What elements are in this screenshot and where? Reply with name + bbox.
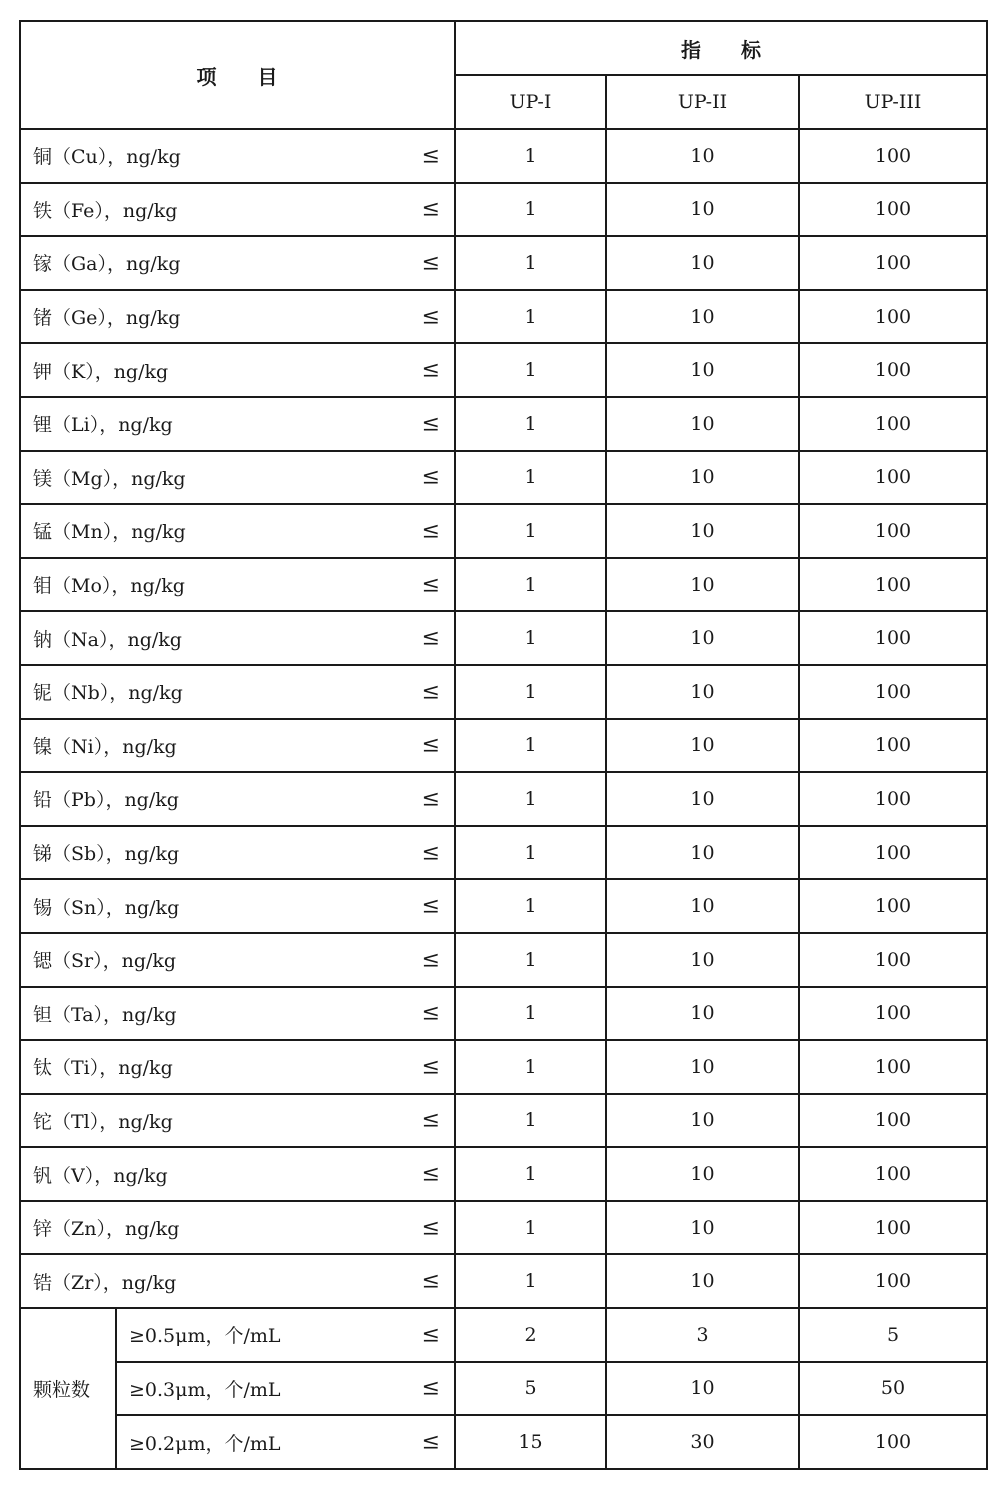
particle-item-label: ≥0.5μm，个/mL bbox=[129, 1325, 281, 1348]
table-row bbox=[20, 987, 987, 1041]
le-symbol: ≤ bbox=[421, 1215, 440, 1241]
value-cell: 100 bbox=[799, 1415, 987, 1469]
item-cell bbox=[20, 290, 455, 344]
value-cell: 10 bbox=[606, 1362, 799, 1416]
table-row bbox=[20, 504, 987, 558]
item-cell bbox=[20, 826, 455, 880]
particle-item-cell bbox=[116, 1362, 455, 1416]
le-symbol: ≤ bbox=[421, 411, 440, 437]
table-row bbox=[20, 1308, 987, 1362]
table-row bbox=[20, 183, 987, 237]
value-cell: 10 bbox=[606, 1147, 799, 1201]
value-cell: 100 bbox=[799, 987, 987, 1041]
table-row bbox=[20, 397, 987, 451]
item-label: 锆（Zr），ng/kg bbox=[33, 1271, 177, 1294]
value-cell: 100 bbox=[799, 611, 987, 665]
le-symbol: ≤ bbox=[421, 196, 440, 222]
item-label: 锶（Sr），ng/kg bbox=[33, 950, 177, 973]
le-symbol: ≤ bbox=[421, 357, 440, 383]
item-cell bbox=[20, 665, 455, 719]
table-row bbox=[20, 826, 987, 880]
value-cell: 1 bbox=[455, 183, 606, 237]
item-cell bbox=[20, 879, 455, 933]
header-row-1 bbox=[20, 21, 987, 75]
item-label: 钛（Ti），ng/kg bbox=[33, 1057, 173, 1080]
item-cell bbox=[20, 343, 455, 397]
item-cell bbox=[20, 1254, 455, 1308]
value-cell: 1 bbox=[455, 558, 606, 612]
item-cell bbox=[20, 451, 455, 505]
table-row bbox=[20, 611, 987, 665]
value-cell: 10 bbox=[606, 558, 799, 612]
table-row bbox=[20, 772, 987, 826]
item-cell bbox=[20, 611, 455, 665]
le-symbol: ≤ bbox=[421, 732, 440, 758]
value-cell: 1 bbox=[455, 451, 606, 505]
item-label: 镍（Ni），ng/kg bbox=[33, 735, 177, 758]
particle-item-cell bbox=[116, 1308, 455, 1362]
value-cell: 1 bbox=[455, 826, 606, 880]
item-cell bbox=[20, 1040, 455, 1094]
index-header bbox=[455, 21, 987, 75]
le-symbol: ≤ bbox=[421, 1429, 440, 1455]
index-header-a: 指 bbox=[681, 37, 701, 62]
value-cell: 100 bbox=[799, 879, 987, 933]
table-row bbox=[20, 558, 987, 612]
item-label: 锡（Sn），ng/kg bbox=[33, 896, 180, 919]
value-cell: 5 bbox=[799, 1308, 987, 1362]
value-cell: 100 bbox=[799, 558, 987, 612]
le-symbol: ≤ bbox=[421, 572, 440, 598]
grade-header-up-ii: UP-II bbox=[606, 75, 799, 129]
item-label: 钾（K），ng/kg bbox=[33, 360, 169, 383]
value-cell: 15 bbox=[455, 1415, 606, 1469]
le-symbol: ≤ bbox=[421, 1268, 440, 1294]
value-cell: 100 bbox=[799, 290, 987, 344]
value-cell: 100 bbox=[799, 504, 987, 558]
table-row bbox=[20, 1362, 987, 1416]
value-cell: 100 bbox=[799, 665, 987, 719]
item-cell bbox=[20, 1147, 455, 1201]
item-header-b: 目 bbox=[257, 64, 279, 89]
value-cell: 1 bbox=[455, 879, 606, 933]
value-cell: 100 bbox=[799, 719, 987, 773]
value-cell: 100 bbox=[799, 343, 987, 397]
le-symbol: ≤ bbox=[421, 679, 440, 705]
le-symbol: ≤ bbox=[421, 840, 440, 866]
particle-item-label: ≥0.3μm，个/mL bbox=[129, 1378, 281, 1401]
value-cell: 10 bbox=[606, 826, 799, 880]
value-cell: 100 bbox=[799, 183, 987, 237]
le-symbol: ≤ bbox=[421, 250, 440, 276]
item-label: 锂（Li），ng/kg bbox=[33, 414, 173, 437]
item-cell bbox=[20, 397, 455, 451]
item-label: 铜（Cu），ng/kg bbox=[33, 146, 181, 169]
value-cell: 10 bbox=[606, 772, 799, 826]
item-cell bbox=[20, 1094, 455, 1148]
le-symbol: ≤ bbox=[421, 518, 440, 544]
le-symbol: ≤ bbox=[421, 786, 440, 812]
value-cell: 100 bbox=[799, 772, 987, 826]
value-cell: 1 bbox=[455, 343, 606, 397]
item-label: 铊（Tl），ng/kg bbox=[33, 1110, 173, 1133]
value-cell: 3 bbox=[606, 1308, 799, 1362]
table-row bbox=[20, 451, 987, 505]
item-header-a: 项 bbox=[196, 64, 218, 89]
table-row bbox=[20, 665, 987, 719]
item-cell bbox=[20, 933, 455, 987]
le-symbol: ≤ bbox=[421, 304, 440, 330]
value-cell: 10 bbox=[606, 1254, 799, 1308]
value-cell: 10 bbox=[606, 343, 799, 397]
value-cell: 100 bbox=[799, 1201, 987, 1255]
value-cell: 1 bbox=[455, 1201, 606, 1255]
value-cell: 100 bbox=[799, 826, 987, 880]
value-cell: 1 bbox=[455, 236, 606, 290]
value-cell: 10 bbox=[606, 1094, 799, 1148]
item-label: 锌（Zn），ng/kg bbox=[33, 1218, 180, 1241]
le-symbol: ≤ bbox=[421, 625, 440, 651]
grade-header-up-iii: UP-III bbox=[799, 75, 987, 129]
value-cell: 100 bbox=[799, 451, 987, 505]
le-symbol: ≤ bbox=[421, 1107, 440, 1133]
item-cell bbox=[20, 129, 455, 183]
item-cell bbox=[20, 183, 455, 237]
table-row bbox=[20, 1201, 987, 1255]
particle-item-label: ≥0.2μm，个/mL bbox=[129, 1432, 281, 1455]
value-cell: 2 bbox=[455, 1308, 606, 1362]
item-cell bbox=[20, 1201, 455, 1255]
value-cell: 10 bbox=[606, 129, 799, 183]
table-row bbox=[20, 1040, 987, 1094]
value-cell: 1 bbox=[455, 665, 606, 719]
item-label: 锗（Ge），ng/kg bbox=[33, 307, 181, 330]
table-row bbox=[20, 129, 987, 183]
value-cell: 100 bbox=[799, 933, 987, 987]
value-cell: 10 bbox=[606, 987, 799, 1041]
value-cell: 10 bbox=[606, 933, 799, 987]
item-cell bbox=[20, 987, 455, 1041]
table-row bbox=[20, 343, 987, 397]
value-cell: 1 bbox=[455, 1147, 606, 1201]
item-cell bbox=[20, 236, 455, 290]
item-label: 钠（Na），ng/kg bbox=[33, 628, 182, 651]
table-row bbox=[20, 1254, 987, 1308]
value-cell: 1 bbox=[455, 719, 606, 773]
table-row bbox=[20, 1415, 987, 1469]
le-symbol: ≤ bbox=[421, 1000, 440, 1026]
item-label: 铌（Nb），ng/kg bbox=[33, 682, 183, 705]
item-label: 铅（Pb），ng/kg bbox=[33, 789, 179, 812]
table-row bbox=[20, 236, 987, 290]
value-cell: 100 bbox=[799, 236, 987, 290]
value-cell: 1 bbox=[455, 772, 606, 826]
item-label: 镁（Mg），ng/kg bbox=[33, 467, 186, 490]
table-row bbox=[20, 1147, 987, 1201]
table-row bbox=[20, 1094, 987, 1148]
grade-header-up-i: UP-I bbox=[455, 75, 606, 129]
value-cell: 10 bbox=[606, 719, 799, 773]
particle-item-cell bbox=[116, 1415, 455, 1469]
value-cell: 10 bbox=[606, 879, 799, 933]
le-symbol: ≤ bbox=[421, 893, 440, 919]
item-label: 镓（Ga），ng/kg bbox=[33, 253, 181, 276]
le-symbol: ≤ bbox=[421, 1322, 440, 1348]
value-cell: 10 bbox=[606, 397, 799, 451]
table-row bbox=[20, 290, 987, 344]
le-symbol: ≤ bbox=[421, 1375, 440, 1401]
item-cell bbox=[20, 558, 455, 612]
value-cell: 10 bbox=[606, 451, 799, 505]
item-cell bbox=[20, 719, 455, 773]
table-row bbox=[20, 719, 987, 773]
value-cell: 10 bbox=[606, 504, 799, 558]
index-header-b: 标 bbox=[741, 37, 761, 62]
value-cell: 1 bbox=[455, 1094, 606, 1148]
value-cell: 100 bbox=[799, 1040, 987, 1094]
value-cell: 30 bbox=[606, 1415, 799, 1469]
value-cell: 1 bbox=[455, 129, 606, 183]
le-symbol: ≤ bbox=[421, 1054, 440, 1080]
value-cell: 1 bbox=[455, 1040, 606, 1094]
value-cell: 100 bbox=[799, 1094, 987, 1148]
item-label: 锑（Sb），ng/kg bbox=[33, 843, 180, 866]
value-cell: 5 bbox=[455, 1362, 606, 1416]
value-cell: 10 bbox=[606, 1040, 799, 1094]
value-cell: 50 bbox=[799, 1362, 987, 1416]
value-cell: 100 bbox=[799, 1254, 987, 1308]
item-label: 锰（Mn），ng/kg bbox=[33, 521, 186, 544]
value-cell: 10 bbox=[606, 236, 799, 290]
value-cell: 1 bbox=[455, 504, 606, 558]
value-cell: 10 bbox=[606, 183, 799, 237]
particle-group-label: 颗粒数 bbox=[20, 1308, 116, 1469]
value-cell: 1 bbox=[455, 987, 606, 1041]
value-cell: 1 bbox=[455, 290, 606, 344]
item-label: 钒（V），ng/kg bbox=[33, 1164, 168, 1187]
le-symbol: ≤ bbox=[421, 947, 440, 973]
value-cell: 10 bbox=[606, 290, 799, 344]
item-label: 钼（Mo），ng/kg bbox=[33, 575, 185, 598]
item-cell bbox=[20, 504, 455, 558]
le-symbol: ≤ bbox=[421, 1161, 440, 1187]
item-header bbox=[20, 21, 455, 129]
value-cell: 10 bbox=[606, 665, 799, 719]
le-symbol: ≤ bbox=[421, 143, 440, 169]
table-row bbox=[20, 933, 987, 987]
value-cell: 1 bbox=[455, 611, 606, 665]
value-cell: 10 bbox=[606, 1201, 799, 1255]
specification-table bbox=[19, 20, 988, 1470]
value-cell: 1 bbox=[455, 933, 606, 987]
value-cell: 100 bbox=[799, 397, 987, 451]
table-row bbox=[20, 879, 987, 933]
value-cell: 1 bbox=[455, 397, 606, 451]
value-cell: 100 bbox=[799, 129, 987, 183]
value-cell: 100 bbox=[799, 1147, 987, 1201]
item-cell bbox=[20, 772, 455, 826]
value-cell: 10 bbox=[606, 611, 799, 665]
item-label: 铁（Fe），ng/kg bbox=[33, 199, 178, 222]
item-label: 钽（Ta），ng/kg bbox=[33, 1003, 177, 1026]
le-symbol: ≤ bbox=[421, 464, 440, 490]
value-cell: 1 bbox=[455, 1254, 606, 1308]
